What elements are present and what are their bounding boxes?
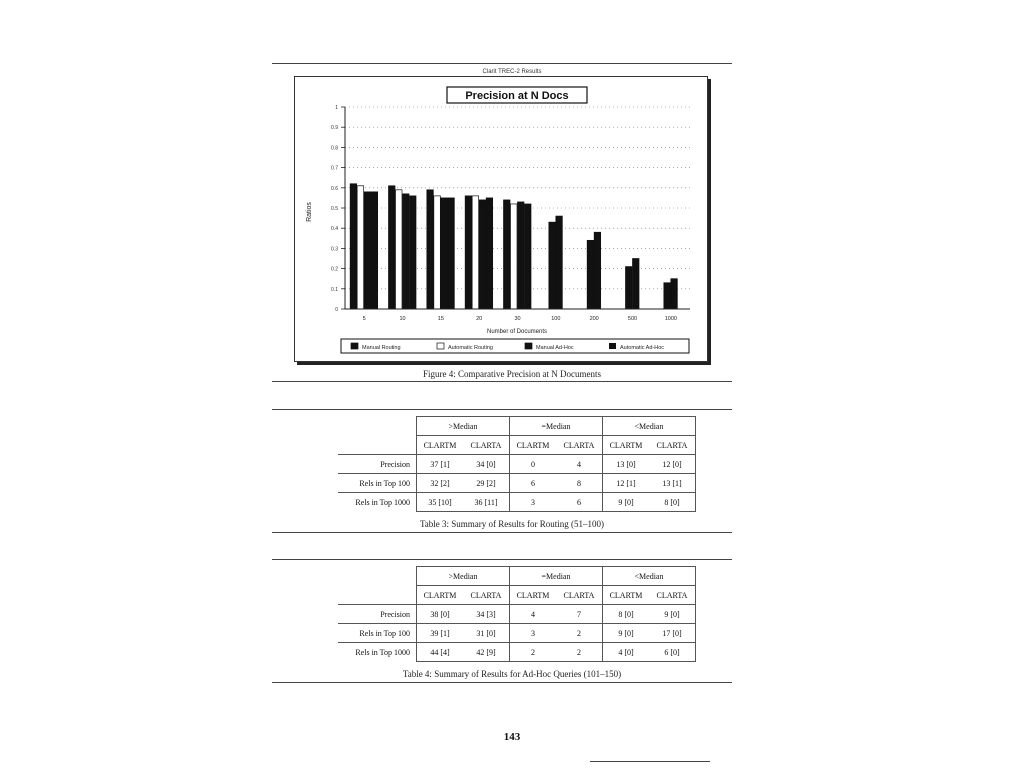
y-tick-label: 1 (335, 105, 338, 111)
table-row (338, 605, 696, 624)
table-subheader: CLARTA (556, 586, 603, 605)
table-corner (338, 417, 417, 436)
table-cell: 6 [0] (649, 643, 696, 662)
page-number: 143 (503, 731, 521, 743)
bar-manual-ad-hoc (549, 222, 556, 309)
table-row (338, 493, 696, 512)
bar-manual-ad-hoc (664, 283, 671, 309)
table-group-header: >Median (417, 567, 510, 586)
table-cell: 12 [1] (603, 474, 650, 493)
table-group-header: <Median (603, 417, 696, 436)
table-corner (338, 436, 417, 455)
bar-automatic-ad-hoc (410, 196, 417, 309)
y-tick-label: 0.6 (331, 185, 338, 192)
x-tick-label: 200 (589, 316, 599, 322)
y-tick-label: 0 (335, 307, 338, 313)
table-cell: 6 (510, 474, 557, 493)
bar-automatic-routing (511, 204, 518, 309)
table-row-label: Rels in Top 1000 (338, 493, 417, 512)
table-cell: 29 [2] (463, 474, 510, 493)
bar-automatic-routing (357, 186, 364, 309)
y-tick-label: 0.3 (331, 246, 338, 253)
legend-label: Manual Routing (362, 345, 401, 351)
y-tick-label: 0.8 (331, 145, 338, 152)
bar-manual-routing (350, 184, 357, 309)
table-row-label: Precision (338, 455, 417, 474)
table-cell: 9 [0] (603, 493, 650, 512)
table-subheader: CLARTM (603, 586, 650, 605)
x-tick-label: 15 (437, 316, 444, 322)
chart-frame (294, 76, 708, 362)
table-cell: 2 (510, 643, 557, 662)
table-cell: 3 (510, 493, 557, 512)
bar-automatic-routing (472, 196, 479, 309)
table4-caption: Table 4: Summary of Results for Ad-Hoc Queries (101–150) (402, 669, 622, 679)
table3 (338, 416, 696, 512)
legend-label: Automatic Ad-Hoc (620, 345, 665, 351)
bar-manual-ad-hoc (403, 194, 410, 309)
figure-caption: Figure 4: Comparative Precision at N Documents (423, 369, 601, 379)
legend-swatch (351, 343, 358, 349)
table-cell: 8 (556, 474, 603, 493)
bar-manual-ad-hoc (587, 240, 594, 309)
figure-bottom-rule (272, 381, 732, 382)
y-tick-label: 0.2 (331, 266, 338, 273)
table-cell: 34 [0] (463, 455, 510, 474)
bar-manual-ad-hoc (441, 198, 448, 309)
table3-bottom-rule (272, 532, 732, 533)
table-cell: 3 (510, 624, 557, 643)
table-cell: 8 [0] (649, 493, 696, 512)
table-cell: 17 [0] (649, 624, 696, 643)
table-subheader: CLARTM (510, 436, 557, 455)
bar-automatic-ad-hoc (633, 259, 640, 310)
table-corner (338, 567, 417, 586)
table-subheader: CLARTA (556, 436, 603, 455)
table4-top-rule (272, 559, 732, 560)
table-group-header: =Median (510, 567, 603, 586)
legend-label: Automatic Routing (448, 345, 493, 351)
table-group-header: =Median (510, 417, 603, 436)
table-cell: 39 [1] (417, 624, 464, 643)
table-subheader: CLARTM (510, 586, 557, 605)
table-cell: 37 [1] (417, 455, 464, 474)
footer-rule (590, 761, 710, 762)
table-row-label: Rels in Top 100 (338, 624, 417, 643)
table-row (338, 643, 696, 662)
table-subheader: CLARTM (417, 436, 464, 455)
table-cell: 38 [0] (417, 605, 464, 624)
x-tick-label: 100 (551, 316, 561, 322)
table-cell: 36 [11] (463, 493, 510, 512)
table-cell: 9 [0] (603, 624, 650, 643)
precision-chart (295, 77, 707, 361)
table-row (338, 455, 696, 474)
table-row-label: Rels in Top 100 (338, 474, 417, 493)
table-cell: 2 (556, 643, 603, 662)
figure-suptitle: Clarit TREC-2 Results (482, 69, 542, 75)
bar-automatic-ad-hoc (671, 279, 678, 309)
table-cell: 12 [0] (649, 455, 696, 474)
x-tick-label: 20 (476, 316, 483, 322)
x-axis-label: Number of Documents (486, 329, 548, 335)
y-tick-label: 0.7 (331, 165, 338, 172)
table-corner (338, 586, 417, 605)
table-group-header: <Median (603, 567, 696, 586)
bar-manual-ad-hoc (479, 200, 486, 309)
table3-caption: Table 3: Summary of Results for Routing (51–100) (419, 519, 605, 529)
table-subheader: CLARTM (417, 586, 464, 605)
table-cell: 13 [1] (649, 474, 696, 493)
table-cell: 4 [0] (603, 643, 650, 662)
x-tick-label: 10 (399, 316, 406, 322)
table-cell: 42 [9] (463, 643, 510, 662)
bar-automatic-ad-hoc (371, 192, 378, 309)
bar-manual-ad-hoc (364, 192, 371, 309)
bar-automatic-ad-hoc (525, 204, 532, 309)
bar-manual-routing (465, 196, 472, 309)
table-cell: 32 [2] (417, 474, 464, 493)
bar-manual-ad-hoc (518, 202, 525, 309)
bar-manual-routing (427, 190, 434, 309)
x-tick-label: 1000 (664, 316, 677, 322)
bar-automatic-ad-hoc (448, 198, 455, 309)
table-cell: 31 [0] (463, 624, 510, 643)
x-tick-label: 500 (627, 316, 638, 322)
table-subheader: CLARTA (463, 436, 510, 455)
table-row-label: Precision (338, 605, 417, 624)
bar-automatic-ad-hoc (556, 216, 563, 309)
table-cell: 34 [3] (463, 605, 510, 624)
y-tick-label: 0.4 (331, 226, 338, 233)
bar-automatic-ad-hoc (594, 232, 601, 309)
table3-top-rule (272, 409, 732, 410)
table-cell: 44 [4] (417, 643, 464, 662)
table-cell: 2 (556, 624, 603, 643)
table-cell: 35 [10] (417, 493, 464, 512)
legend-label: Manual Ad-Hoc (536, 345, 574, 351)
chart-title: Precision at N Docs (465, 90, 569, 102)
bar-automatic-routing (434, 196, 441, 309)
table-group-header: >Median (417, 417, 510, 436)
table-row-label: Rels in Top 1000 (338, 643, 417, 662)
table-row (338, 624, 696, 643)
table-subheader: CLARTM (603, 436, 650, 455)
table-cell: 0 (510, 455, 557, 474)
legend-swatch (437, 343, 444, 349)
table-subheader: CLARTA (463, 586, 510, 605)
table-cell: 4 (556, 455, 603, 474)
y-tick-label: 0.5 (331, 206, 338, 212)
x-tick-label: 30 (514, 316, 521, 322)
bar-manual-ad-hoc (626, 267, 633, 309)
y-axis-label: Ratios (306, 202, 313, 222)
x-tick-label: 5 (362, 316, 366, 322)
y-tick-label: 0.9 (331, 125, 338, 132)
table-cell: 8 [0] (603, 605, 650, 624)
bar-automatic-routing (396, 190, 403, 309)
table4 (338, 566, 696, 662)
table-cell: 7 (556, 605, 603, 624)
table-cell: 6 (556, 493, 603, 512)
legend-swatch (525, 343, 532, 349)
figure-top-rule (272, 63, 732, 64)
bar-manual-routing (389, 186, 396, 309)
table-subheader: CLARTA (649, 586, 696, 605)
y-tick-label: 0.1 (331, 286, 338, 293)
table-cell: 4 (510, 605, 557, 624)
table4-bottom-rule (272, 682, 732, 683)
table-subheader: CLARTA (649, 436, 696, 455)
table-row (338, 474, 696, 493)
bar-automatic-ad-hoc (486, 198, 493, 309)
table-cell: 9 [0] (649, 605, 696, 624)
bar-manual-routing (504, 200, 511, 309)
table-cell: 13 [0] (603, 455, 650, 474)
